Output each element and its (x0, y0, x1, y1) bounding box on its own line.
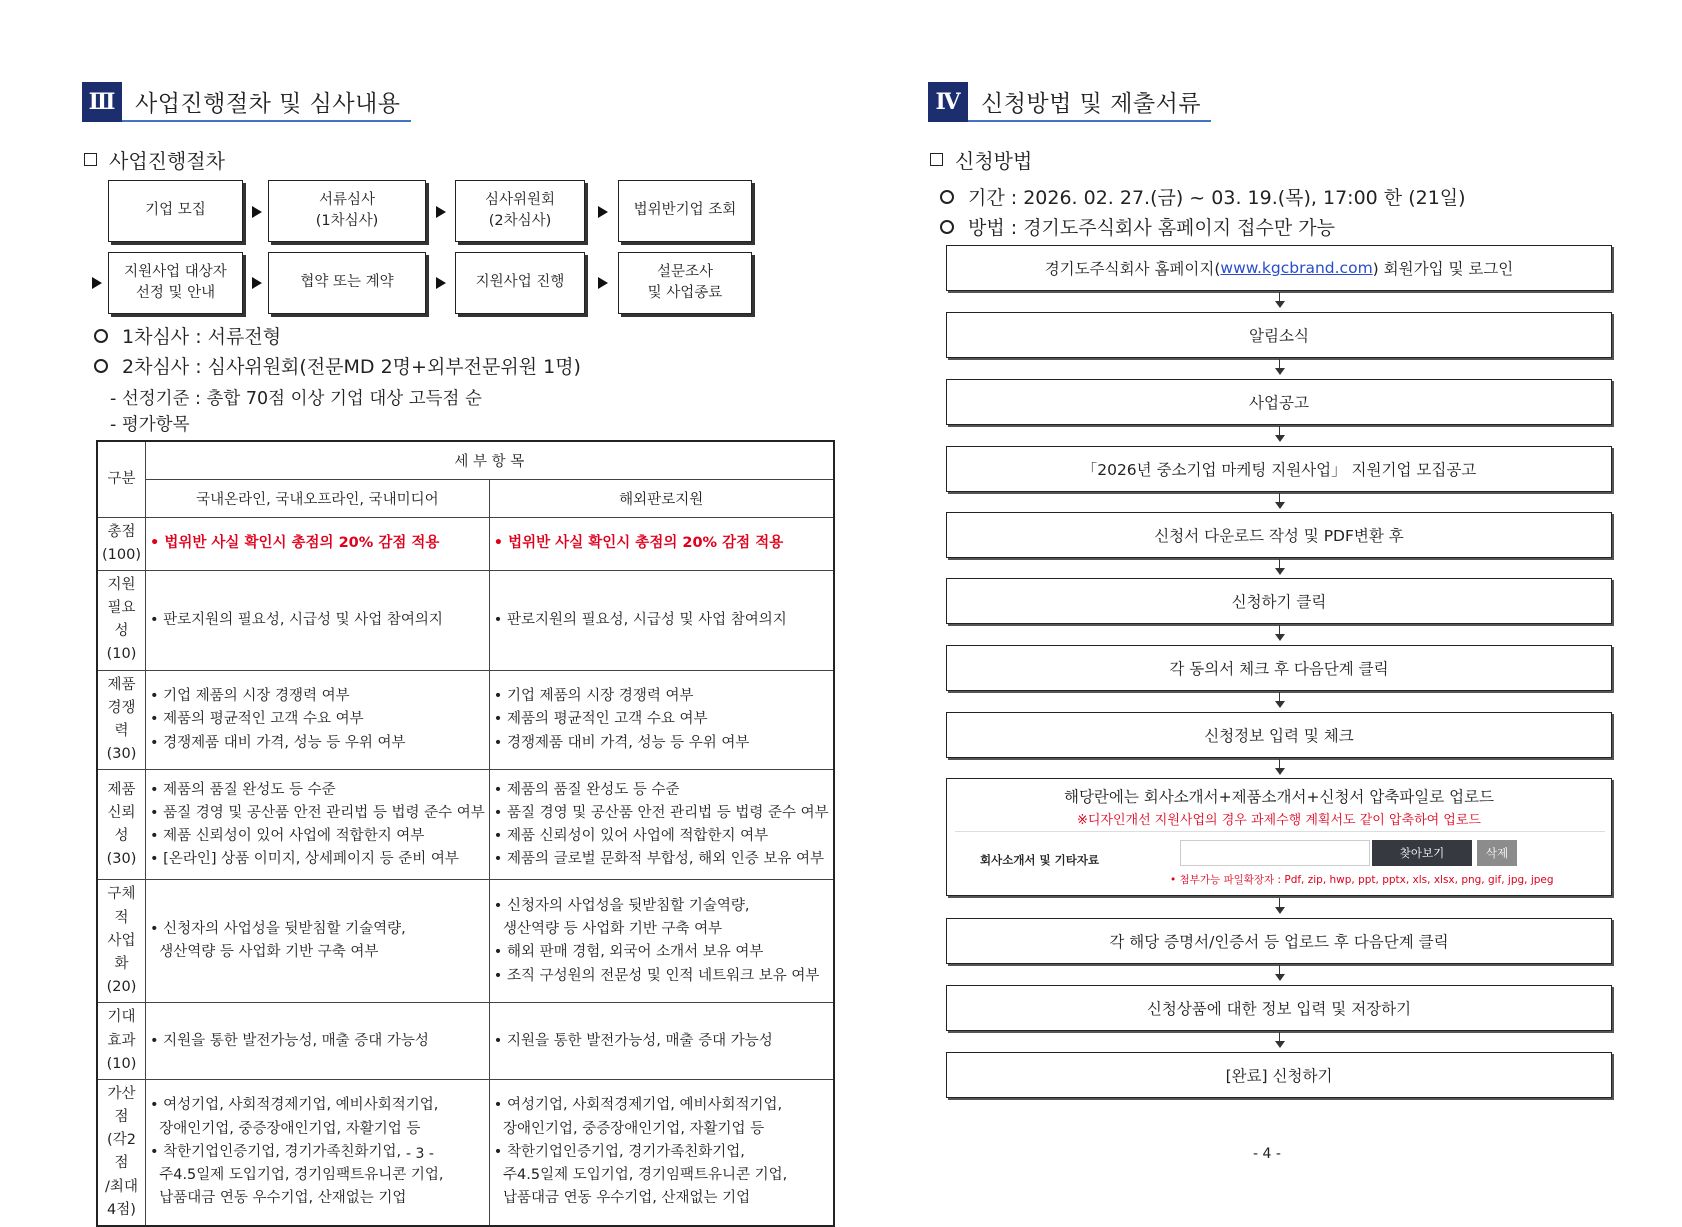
table-row: 구체적 사업화 (20) • 신청자의 사업성을 뒷받침할 기술역량, 생산역량 등 사업화 기반 구축 여부 • 신청자의 사업성을 뒷받침할 기술역량, 생산역량 등 사업화 기반 구축 여부 • 해외 판매 경험, 외국어 소개서 보유 여부 • 조직 구성원의 전문성 및 인적 네트워크 보유 여부 (97, 880, 834, 1003)
section-number: Ⅳ (928, 82, 968, 122)
section-header-3 (82, 82, 411, 122)
step-notice: 알림소식 (946, 312, 1612, 358)
browse-button[interactable]: 찾아보기 (1372, 840, 1472, 866)
arrow-right-icon (92, 277, 102, 289)
upload-form-row (955, 831, 1605, 891)
flow-step-1: 기업 모집 (108, 180, 243, 242)
page-number-3: - 3 - (406, 1146, 434, 1162)
header-col-domestic: 국내온라인, 국내오프라인, 국내미디어 (146, 479, 490, 517)
arrow-down-icon (1275, 692, 1285, 710)
step-upload-certificates: 각 해당 증명서/인증서 등 업로드 후 다음단계 클릭 (946, 918, 1612, 964)
file-path-input[interactable] (1180, 840, 1370, 866)
arrow-right-icon (598, 206, 608, 218)
upload-instruction: 해당란에는 회사소개서+제품소개서+신청서 압축파일로 업로드 (1063, 788, 1495, 806)
arrow-down-icon (1275, 1032, 1285, 1050)
header-detail: 세 부 항 목 (146, 441, 834, 479)
flow-step-2: 서류심사 (1차심사) (268, 180, 426, 242)
arrow-down-icon (1275, 426, 1285, 444)
step-input-info: 신청정보 입력 및 체크 (946, 712, 1612, 758)
checkbox-square-icon (930, 153, 943, 166)
arrow-down-icon (1275, 493, 1285, 511)
upload-note: ※디자인개선 지원사업의 경우 과제수행 계획서도 같이 압축하여 업로드 (1076, 813, 1481, 828)
bullet-period: 기간 : 2026. 02. 27.(금) ~ 03. 19.(목), 17:00 한 (21일) (940, 183, 1466, 210)
step-login: 경기도주식회사 홈페이지( www.kgcbrand.com ) 회원가입 및 로그인 (946, 245, 1612, 291)
arrow-right-icon (436, 277, 446, 289)
subtitle-application: 신청방법 (930, 145, 1032, 174)
section-number: Ⅲ (82, 82, 122, 122)
bullet-method: 방법 : 경기도주식회사 홈페이지 접수만 가능 (940, 213, 1335, 240)
homepage-link[interactable]: www.kgcbrand.com (1220, 259, 1373, 277)
step-click-apply: 신청하기 클릭 (946, 578, 1612, 624)
step-product-info: 신청상품에 대한 정보 입력 및 저장하기 (946, 985, 1612, 1031)
flow-step-7: 지원사업 진행 (455, 252, 585, 314)
arrow-down-icon (1275, 965, 1285, 983)
arrow-down-icon (1275, 559, 1285, 577)
arrow-right-icon (436, 206, 446, 218)
bullet-review-2: 2차심사 : 심사위원회(전문MD 2명+외부전문위원 1명) (94, 352, 581, 379)
table-row: 총점(100) • 법위반 사실 확인시 총점의 20% 감점 적용 • 법위반 사실 확인시 총점의 20% 감점 적용 (97, 517, 834, 570)
flow-step-4: 법위반기업 조회 (618, 180, 752, 242)
table-row: 제품경쟁력 (30) • 기업 제품의 시장 경쟁력 여부 • 제품의 평균적인 고객 수요 여부 • 경쟁제품 대비 가격, 성능 등 우위 여부 • 기업 제품의 시장 경쟁력 여부 • 제품의 평균적인 고객 수요 여부 • 경쟁제품 대비 가격, 성능 등 우위 여부 (97, 670, 834, 770)
allowed-extensions: • 첨부가능 파일확장자 : Pdf, zip, hwp, ppt, pptx, xls, xlsx, png, gif, jpg, jpeg (1170, 874, 1554, 886)
table-row: 제품신뢰성 (30) • 제품의 품질 완성도 등 수준 • 품질 경영 및 공산품 안전 관리법 등 법령 준수 여부 • 제품 신뢰성이 있어 사업에 적합한지 여부 • [온라인] 상품 이미지, 상세페이지 등 준비 여부 • 제품의 품질 완성도 등 수준 • 품질 경영 및 공산품 안전 관리법 등 법령 준수 여부 • 제품 신뢰성이 있어 사업에 적합한지 여부 • 제품의 글로벌 문화적 부합성, 해외 인증 보유 여부 (97, 770, 834, 880)
flow-step-3: 심사위원회 (2차심사) (455, 180, 585, 242)
table-row: 가산점 (각2점 /최대4점) • 여성기업, 사회적경제기업, 예비사회적기업, 장애인기업, 중증장애인기업, 자활기업 등 • 착한기업인증기업, 경기가족친화기업, 주4.5일제 도입기업, 경기임팩트유니콘 기업, 납품대금 연동 우수기업, 산재없는 기업 • 여성기업, 사회적경제기업, 예비사회적기업, 장애인기업, 중증장애인기업, 자활기업 등 • 착한기업인증기업, 경기가족친화기업, 주4.5일제 도입기업, 경기임팩트유니콘 기업, 납품대금 연동 우수기업, 산재없는 기업 (97, 1079, 834, 1226)
step-complete: [완료] 신청하기 (946, 1052, 1612, 1098)
arrow-down-icon (1275, 759, 1285, 777)
arrow-down-icon (1275, 625, 1285, 643)
header-category: 구분 (97, 441, 146, 517)
step-announcement: 사업공고 (946, 379, 1612, 425)
circle-bullet-icon (94, 359, 108, 373)
flow-step-5: 지원사업 대상자 선정 및 안내 (108, 252, 243, 314)
section-title: 신청방법 및 제출서류 (968, 82, 1211, 122)
circle-bullet-icon (94, 329, 108, 343)
section-title: 사업진행절차 및 심사내용 (122, 82, 411, 122)
step-recruit-notice: 「2026년 중소기업 마케팅 지원사업」 지원기업 모집공고 (946, 446, 1612, 492)
arrow-right-icon (252, 206, 262, 218)
header-col-overseas: 해외판로지원 (489, 479, 833, 517)
sub-selection-criteria: - 선정기준 : 총합 70점 이상 기업 대상 고득점 순 (110, 389, 482, 409)
checkbox-square-icon (84, 153, 97, 166)
table-row: 지원필요성 (10) • 판로지원의 필요성, 시급성 및 사업 참여의지 • 판로지원의 필요성, 시급성 및 사업 참여의지 (97, 570, 834, 670)
arrow-right-icon (598, 277, 608, 289)
sub-eval-items: - 평가항목 (110, 415, 190, 435)
arrow-down-icon (1275, 292, 1285, 310)
arrow-down-icon (1275, 898, 1285, 916)
circle-bullet-icon (940, 190, 954, 204)
flow-step-8: 설문조사 및 사업종료 (618, 252, 752, 314)
upload-label: 회사소개서 및 기타자료 (980, 853, 1100, 867)
evaluation-table (96, 440, 835, 1227)
page-number-4: - 4 - (1253, 1146, 1281, 1162)
bullet-review-1: 1차심사 : 서류전형 (94, 322, 281, 349)
flow-step-6: 협약 또는 계약 (268, 252, 426, 314)
table-row: 기대효과 (10) • 지원을 통한 발전가능성, 매출 증대 가능성 • 지원을 통한 발전가능성, 매출 증대 가능성 (97, 1003, 834, 1080)
section-header-4 (928, 82, 1211, 122)
circle-bullet-icon (940, 220, 954, 234)
arrow-down-icon (1275, 359, 1285, 377)
delete-button[interactable]: 삭제 (1477, 840, 1517, 866)
step-consent: 각 동의서 체크 후 다음단계 클릭 (946, 645, 1612, 691)
subtitle-process: 사업진행절차 (84, 145, 225, 174)
arrow-right-icon (252, 277, 262, 289)
step-download-form: 신청서 다운로드 작성 및 PDF변환 후 (946, 512, 1612, 558)
step-upload (946, 778, 1612, 896)
